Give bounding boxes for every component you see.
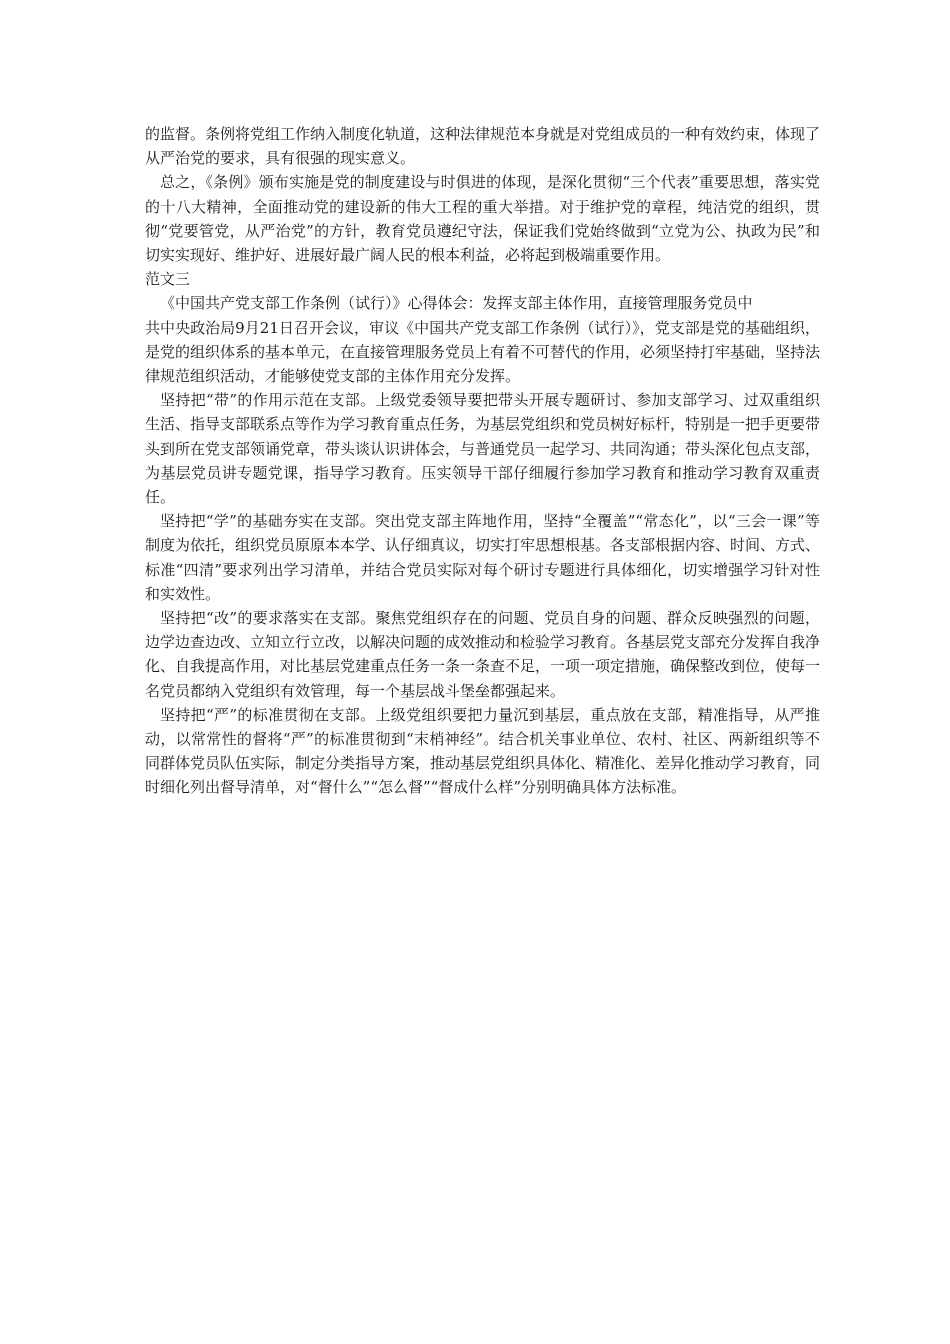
paragraph-5: 坚持把“学”的基础夯实在支部。突出党支部主阵地作用，坚持“全覆盖”“常态化”，以“三会一课”等制度为依托，组织党员原原本本学、认仔细真议，切实打牢思想根基。各支部根据内容、时间、方式、标准“四清”要求列出学习清单，并结合党员实际对每个研讨专题进行具体细化，切实增强学习针对性和实效性。 — [145, 512, 821, 603]
paragraph-3: 共中央政治局9月21日召开会议，审议《中国共产党支部工作条例（试行）》，党支部是党的基础组织，是党的组织体系的基本单元，在直接管理服务党员上有着不可替代的作用，必须坚持打牢基础，坚持法律规范组织活动，才能够使党支部的主体作用充分发挥。 — [145, 318, 821, 386]
paragraph-4: 坚持把“带”的作用示范在支部。上级党委领导要把带头开展专题研讨、参加支部学习、过双重组织生活、指导支部联系点等作为学习教育重点任务，为基层党组织和党员树好标杆，特别是一把手更要带头到所在党支部领诵党章，带头谈认识讲体会，与普通党员一起学习、共同沟通；带头深化包点支部，为基层党员讲专题党课，指导学习教育。压实领导干部仔细履行参加学习教育和推动学习教育双重责任。 — [145, 391, 821, 507]
paragraph-6: 坚持把“改”的要求落实在支部。聚焦党组织存在的问题、党员自身的问题、群众反映强烈的问题，边学边查边改、立知立行立改，以解决问题的成效推动和检验学习教育。各基层党支部充分发挥自我净化、自我提高作用，对比基层党建重点任务一条一条查不足，一项一项定措施，确保整改到位，使每一名党员都纳入党组织有效管理，每一个基层战斗堡垒都强起来。 — [145, 609, 821, 700]
document-body — [145, 122, 820, 800]
paragraph-2: 总之，《条例》颁布实施是党的制度建设与时俱进的体现，是深化贯彻“三个代表”重要思想，落实党的十八大精神，全面推动党的建设新的伟大工程的重大举措。对于维护党的章程，纯洁党的组织，贯彻“党要管党，从严治党”的方针，教育党员遵纪守法，保证我们党始终做到“立党为公、执政为民”和切实实现好、维护好、进展好最广阔人民的根本利益，必将起到极端重要作用。 — [145, 173, 820, 265]
paragraph-heading: 《中国共产党支部工作条例（试行）》心得体会：发挥支部主体作用，直接管理服务党员中 — [160, 294, 753, 313]
paragraph-7: 坚持把“严”的标准贯彻在支部。上级党组织要把力量沉到基层，重点放在支部，精准指导，从严推动，以常常性的督将“严”的标准贯彻到“末梢神经”。结合机关事业单位、农村、社区、两新组织等不同群体党员队伍实际，制定分类指导方案，推动基层党组织具体化、精准化、差异化推动学习教育，同时细化列出督导清单，对“督什么”“怎么督”“督成什么样”分别明确具体方法标准。 — [145, 705, 821, 797]
section-label: 范文三 — [145, 270, 191, 289]
paragraph-1: 的监督。条例将党组工作纳入制度化轨道，这种法律规范本身就是对党组成员的一种有效约束，体现了从严治党的要求，具有很强的现实意义。 — [145, 125, 821, 168]
